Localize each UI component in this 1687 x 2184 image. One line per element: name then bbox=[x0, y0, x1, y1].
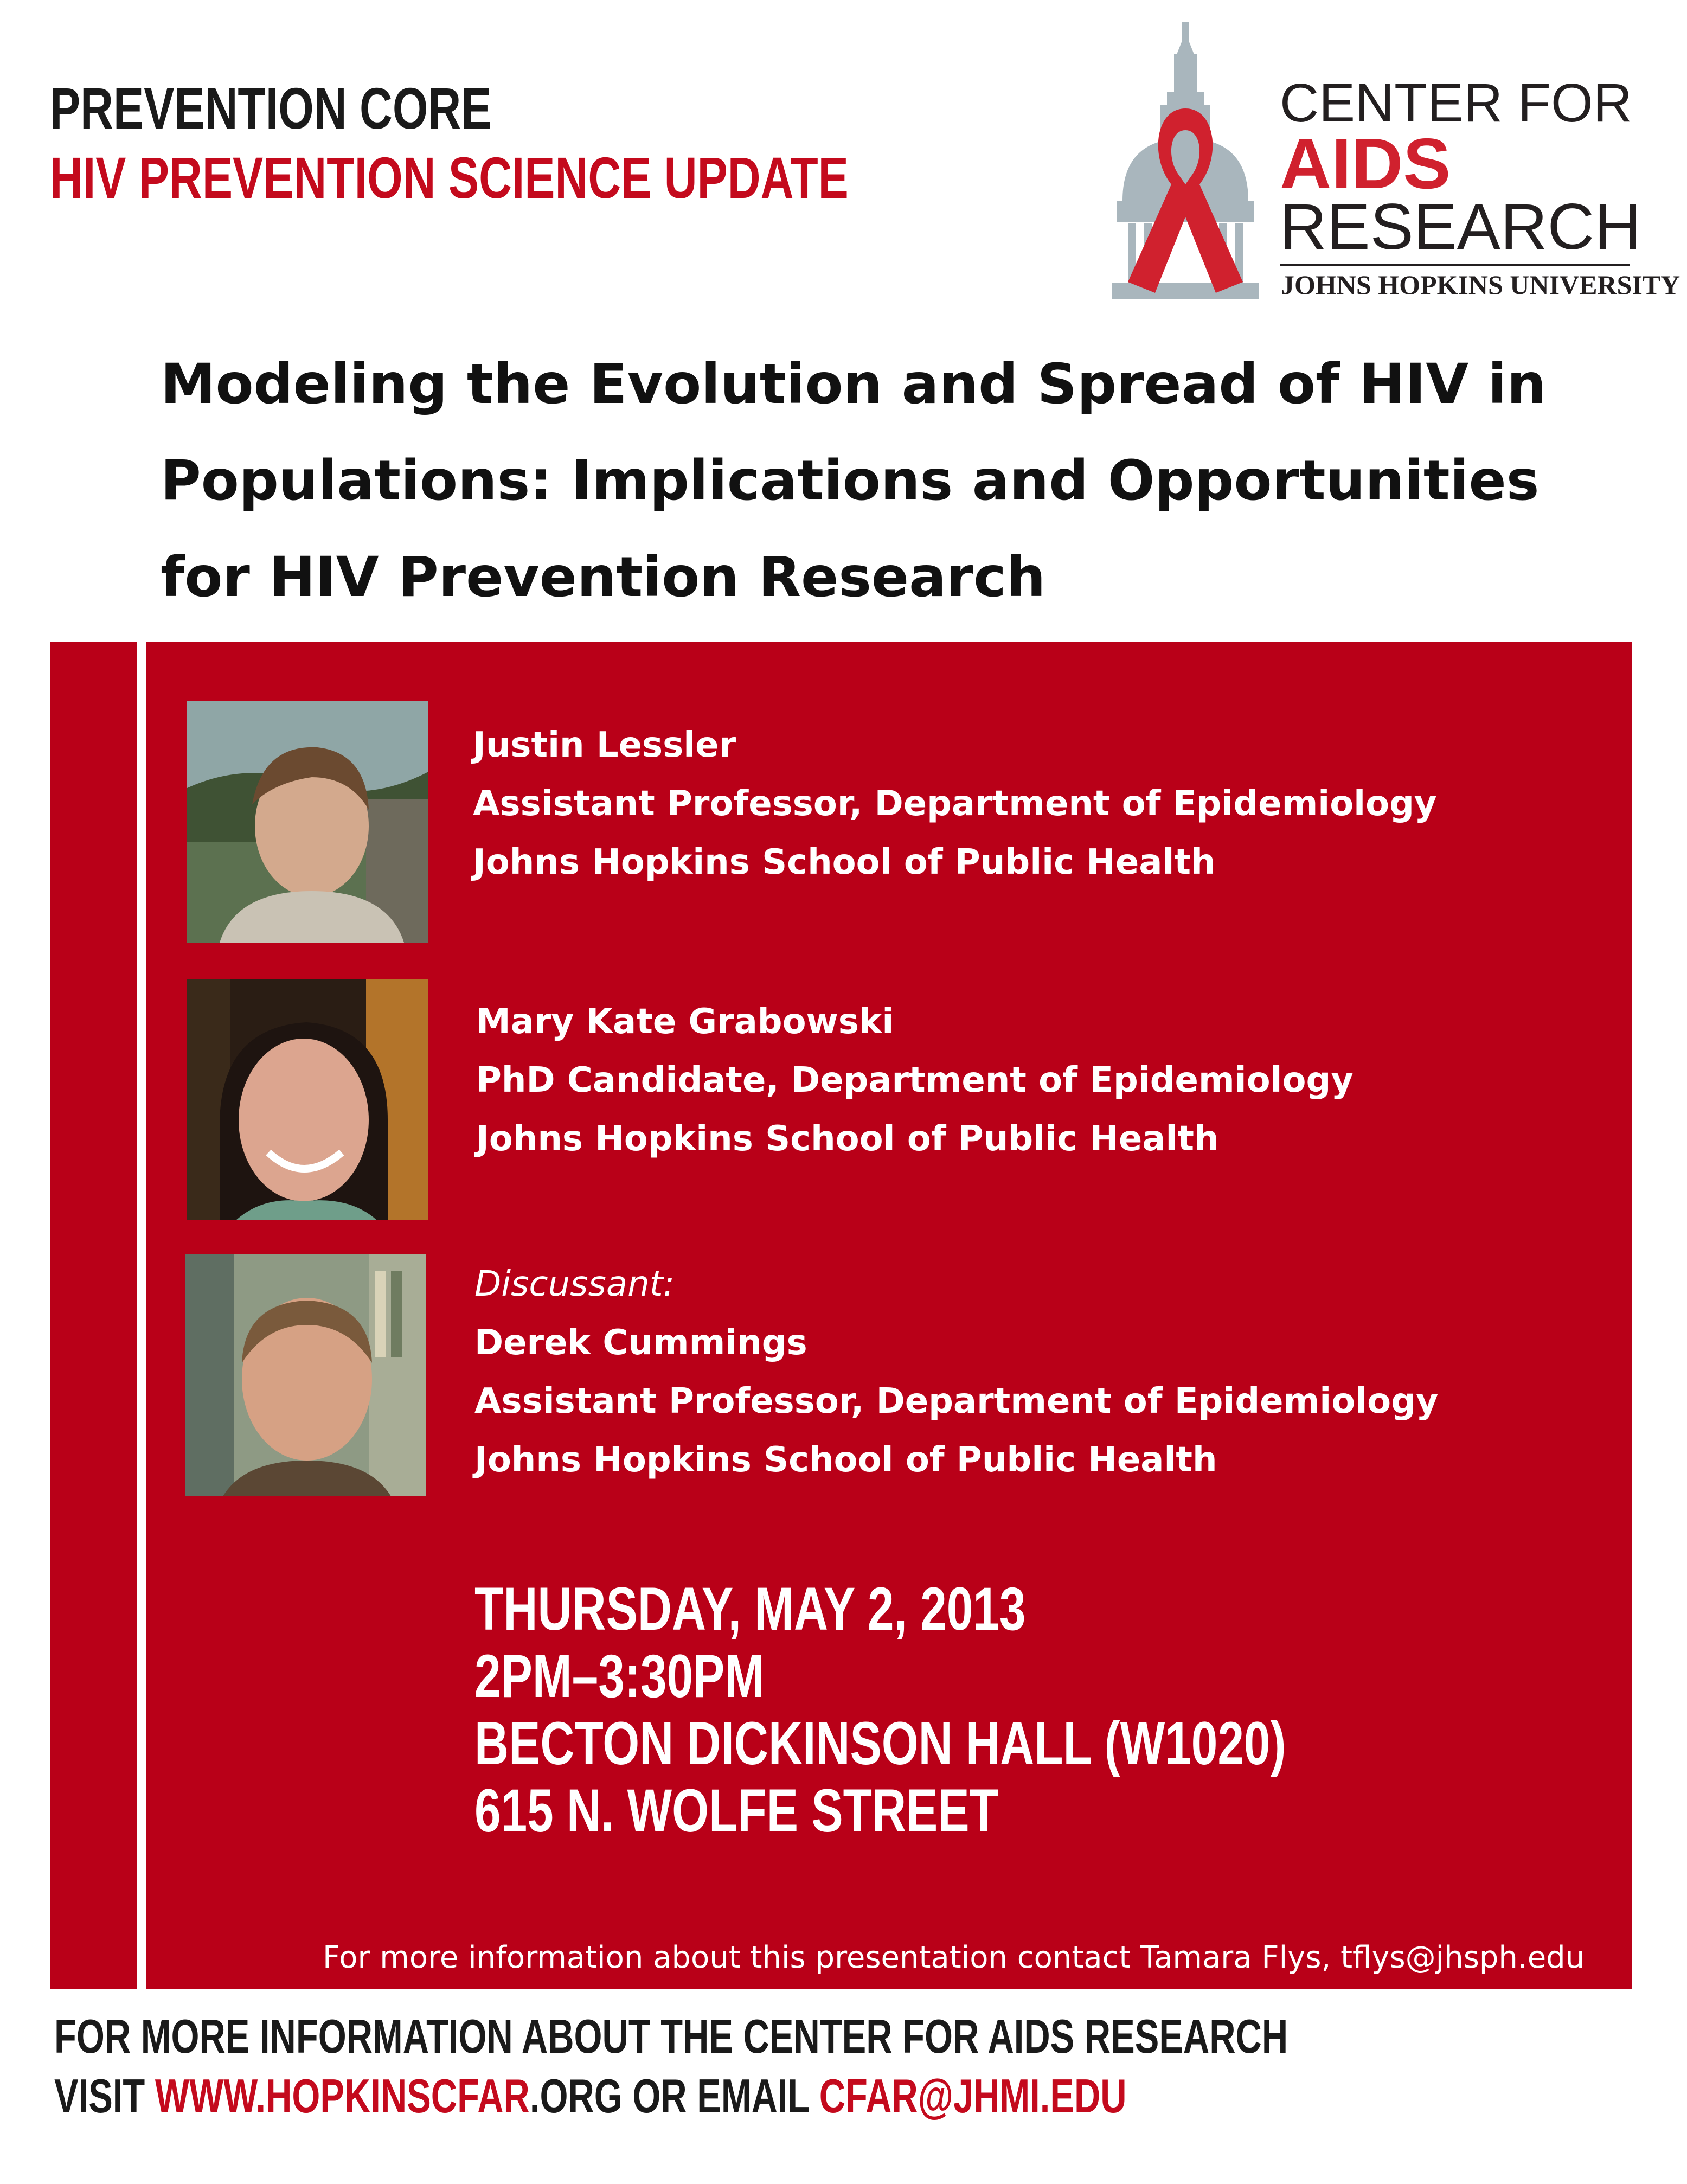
speaker-role: Assistant Professor, Department of Epidemiology bbox=[473, 784, 1437, 824]
event-details bbox=[474, 1575, 1286, 1844]
event-address: 615 N. WOLFE STREET bbox=[474, 1777, 998, 1844]
logo-university: JOHNS HOPKINS UNIVERSITY bbox=[1281, 270, 1680, 300]
speaker-affiliation: Johns Hopkins School of Public Health bbox=[474, 1440, 1217, 1480]
speaker-photo-mary-kate-grabowski bbox=[187, 979, 428, 1220]
cfar-dome-ribbon-logo-icon bbox=[1106, 22, 1269, 309]
event-date: THURSDAY, MAY 2, 2013 bbox=[474, 1575, 1026, 1643]
logo-research: RESEARCH bbox=[1280, 190, 1641, 263]
speaker-photo-justin-lessler bbox=[187, 701, 428, 943]
speaker-photo-derek-cummings bbox=[185, 1254, 426, 1496]
speaker-block-2 bbox=[476, 992, 1354, 1168]
speaker-role: PhD Candidate, Department of Epidemiology bbox=[476, 1060, 1354, 1100]
logo-divider bbox=[1280, 264, 1630, 266]
speaker-block-3 bbox=[474, 1255, 1439, 1489]
series-heading: HIV PREVENTION SCIENCE UPDATE bbox=[50, 145, 849, 210]
speaker-affiliation: Johns Hopkins School of Public Health bbox=[473, 842, 1216, 882]
prevention-core-heading: PREVENTION CORE bbox=[50, 75, 492, 141]
presentation-contact: For more information about this presentation contact Tamara Flys, tflys@jhsph.edu bbox=[323, 1940, 1585, 1975]
speaker-name: Derek Cummings bbox=[474, 1323, 807, 1363]
discussant-label: Discussant: bbox=[474, 1264, 675, 1304]
speaker-name: Mary Kate Grabowski bbox=[476, 1002, 894, 1042]
footer-website-link[interactable]: WWW.HOPKINSCFAR bbox=[155, 2069, 530, 2123]
logo-aids: AIDS bbox=[1280, 124, 1451, 203]
event-venue: BECTON DICKINSON HALL (W1020) bbox=[474, 1709, 1286, 1777]
footer-website-tail: .ORG OR EMAIL bbox=[529, 2069, 819, 2123]
speaker-block-1 bbox=[473, 716, 1437, 892]
speaker-affiliation: Johns Hopkins School of Public Health bbox=[476, 1119, 1219, 1159]
logo-center-for: CENTER FOR bbox=[1280, 73, 1632, 133]
event-time: 2PM–3:30PM bbox=[474, 1642, 765, 1710]
panel-stripe bbox=[137, 642, 146, 1989]
footer-info-line: FOR MORE INFORMATION ABOUT THE CENTER FOR AIDS RESEARCH bbox=[54, 2009, 1288, 2063]
footer-email-link[interactable]: CFAR@JHMI.EDU bbox=[819, 2069, 1127, 2123]
speaker-role: Assistant Professor, Department of Epidemiology bbox=[474, 1381, 1439, 1421]
footer-visit: VISIT bbox=[54, 2069, 155, 2123]
presentation-title: Modeling the Evolution and Spread of HIV in Populations: Implications and Opportunities for HIV Prevention Research bbox=[161, 352, 1547, 610]
footer-contact-line bbox=[54, 2069, 1127, 2123]
speaker-name: Justin Lessler bbox=[473, 725, 736, 765]
